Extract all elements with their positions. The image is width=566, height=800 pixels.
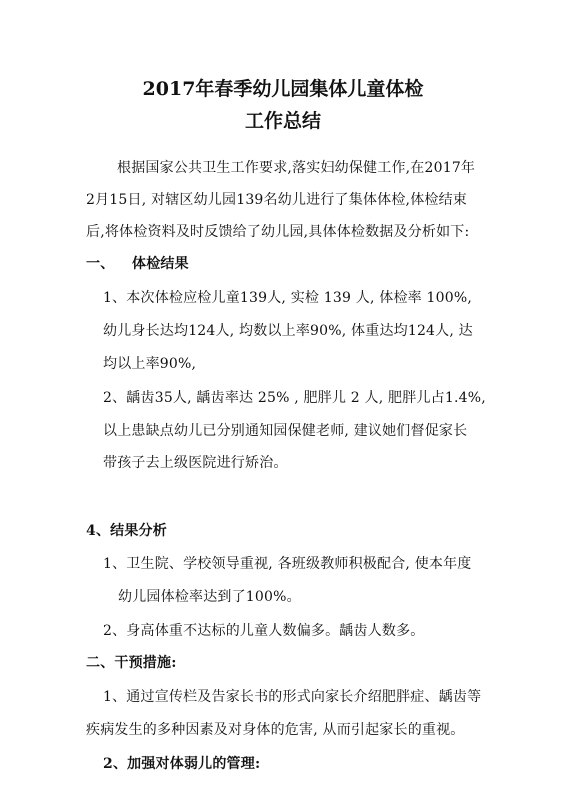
section1-item1-line3: 均以上率90%,: [103, 356, 197, 372]
section1-item2-line3: 带孩子去上级医院进行矫治。: [103, 455, 288, 471]
section1-heading: 体检结果: [132, 256, 189, 272]
section4-item2: 2、身高体重不达标的儿童人数偏多。龋齿人数多。: [103, 623, 425, 639]
document-title-line2: 工作总结: [244, 110, 321, 132]
document-title-line1: 2017年春季幼儿园集体儿童体检: [142, 78, 424, 100]
section1-item1-line2: 幼儿身长达均124人, 均数以上率90%, 体重达均124人, 达: [103, 323, 473, 339]
section4-item1-line2: 幼儿园体检率达到了100%。: [118, 589, 301, 605]
section1-item2-line1: 2、龋齿35人, 龋齿率达 25% , 肥胖儿 2 人, 肥胖儿占1.4%,: [103, 390, 486, 406]
section1-item1-line1: 1、本次体检应检儿童139人, 实检 139 人, 体检率 100%,: [103, 290, 472, 306]
section2-item1-line2: 疾病发生的多种因素及对身体的危害, 从而引起家长的重视。: [86, 722, 465, 738]
section1-heading-number: 一、: [86, 256, 115, 272]
section4-item1-line1: 1、卫生院、学校领导重视, 各班级教师积极配合, 使本年度: [103, 556, 472, 572]
section4-heading: 4、结果分析: [86, 523, 167, 539]
section2-heading: 二、干预措施:: [86, 655, 177, 671]
section1-item2-line2: 以上患缺点幼儿已分别通知园保健老师, 建议她们督促家长: [103, 423, 468, 439]
intro-line2: 2月15日, 对辖区幼儿园139名幼儿进行了集体体检,体检结束: [86, 192, 467, 208]
intro-line3: 后,将体检资料及时反馈给了幼儿园,具体体检数据及分析如下:: [86, 224, 470, 240]
intro-line1: 根据国家公共卫生工作要求,落实妇幼保健工作,在2017年: [117, 160, 476, 176]
section2-item2: 2、加强对体弱儿的管理:: [103, 756, 261, 772]
section2-item1-line1: 1、通过宣传栏及告家长书的形式向家长介绍肥胖症、龋齿等: [103, 689, 482, 705]
